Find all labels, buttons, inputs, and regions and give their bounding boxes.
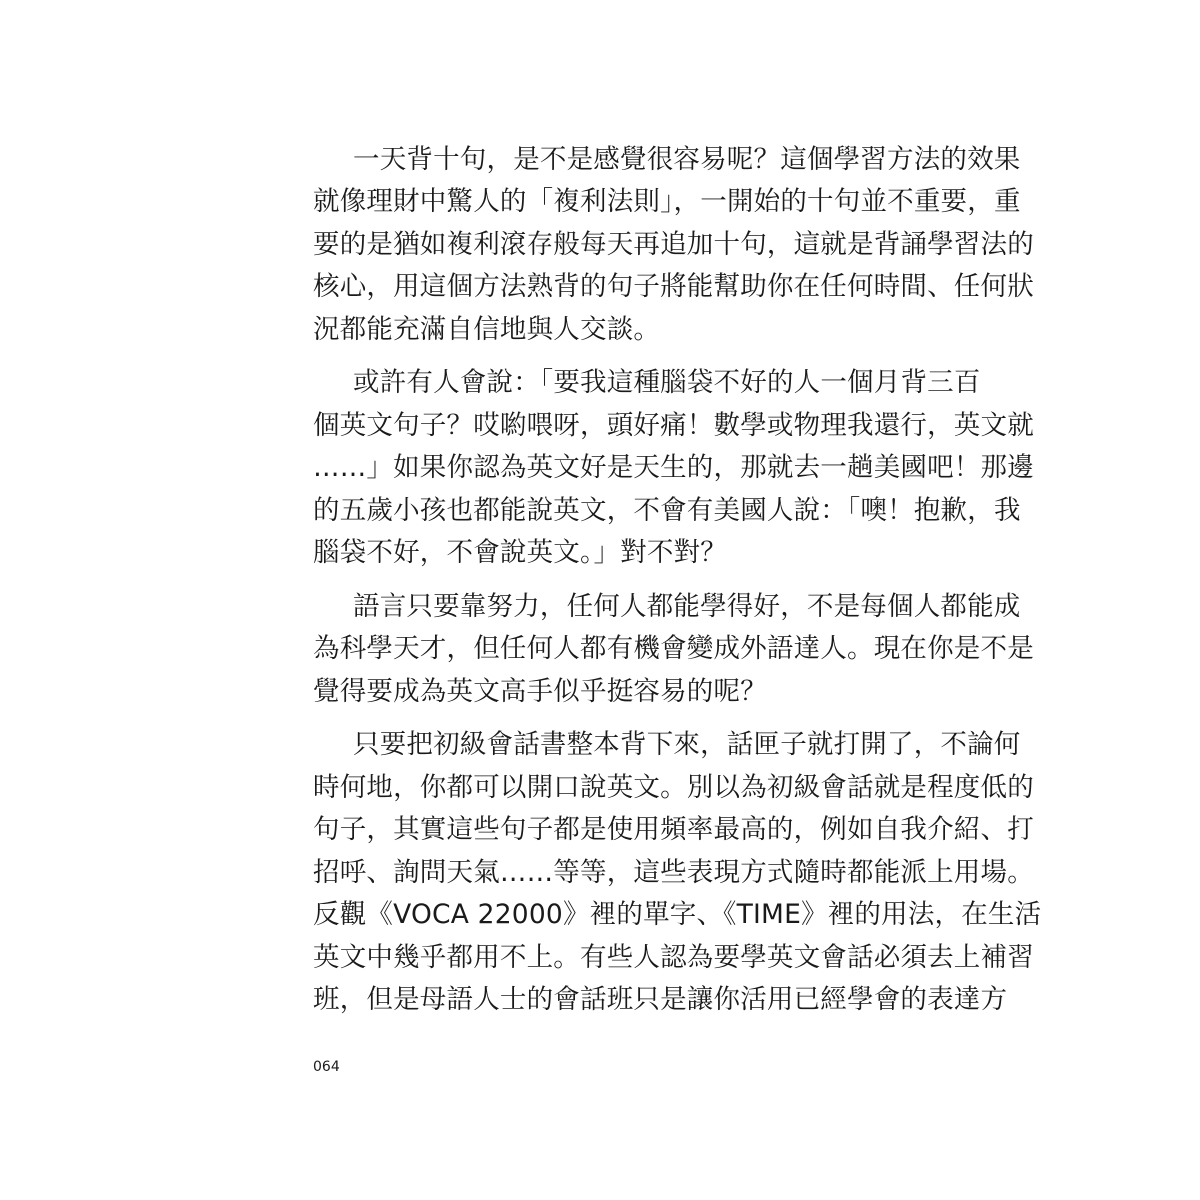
text-line: 反觀《VOCA 22000》裡的單字、《TIME》裡的用法，在生活 [313,899,1042,930]
text-line: 為科學天才，但任何人都有機會變成外語達人。現在你是不是 [313,633,1034,664]
text-line: 只要把初級會話書整本背下來，話匣子就打開了，不論何 [353,729,1021,760]
page-number: 064 [313,1059,340,1075]
text-line: 班，但是母語人士的會話班只是讓你活用已經學會的表達方 [313,984,1008,1015]
text-line: 腦袋不好，不會說英文。」對不對？ [313,537,727,568]
text-line: 就像理財中驚人的「複利法則」，一開始的十句並不重要，重 [313,186,1021,217]
text-line: 要的是猶如複利滾存般每天再追加十句，這就是背誦學習法的 [313,229,1034,260]
text-line: 的五歲小孩也都能說英文，不會有美國人說：「噢！抱歉，我 [313,495,1021,526]
text-line: 句子，其實這些句子都是使用頻率最高的，例如自我介紹、打 [313,814,1034,845]
text-line: 況都能充滿自信地與人交談。 [313,314,661,345]
text-line: 時何地，你都可以開口說英文。別以為初級會話就是程度低的 [313,772,1034,803]
text-line: 或許有人會說：「要我這種腦袋不好的人一個月背三百 [353,367,981,398]
text-line: ……」如果你認為英文好是天生的，那就去一趟美國吧！那邊 [313,452,1034,483]
text-line: 個英文句子？哎喲喂呀，頭好痛！數學或物理我還行，英文就 [313,410,1034,441]
text-line: 英文中幾乎都用不上。有些人認為要學英文會話必須去上補習 [313,942,1034,973]
text-line: 一天背十句，是不是感覺很容易呢？這個學習方法的效果 [353,144,1021,175]
text-line: 核心，用這個方法熟背的句子將能幫助你在任何時間、任何狀 [313,271,1034,302]
text-line: 招呼、詢問天氣……等等，這些表現方式隨時都能派上用場。 [313,857,1034,888]
text-line: 覺得要成為英文高手似乎挺容易的呢？ [313,676,767,707]
text-line: 語言只要靠努力，任何人都能學得好，不是每個人都能成 [353,591,1021,622]
